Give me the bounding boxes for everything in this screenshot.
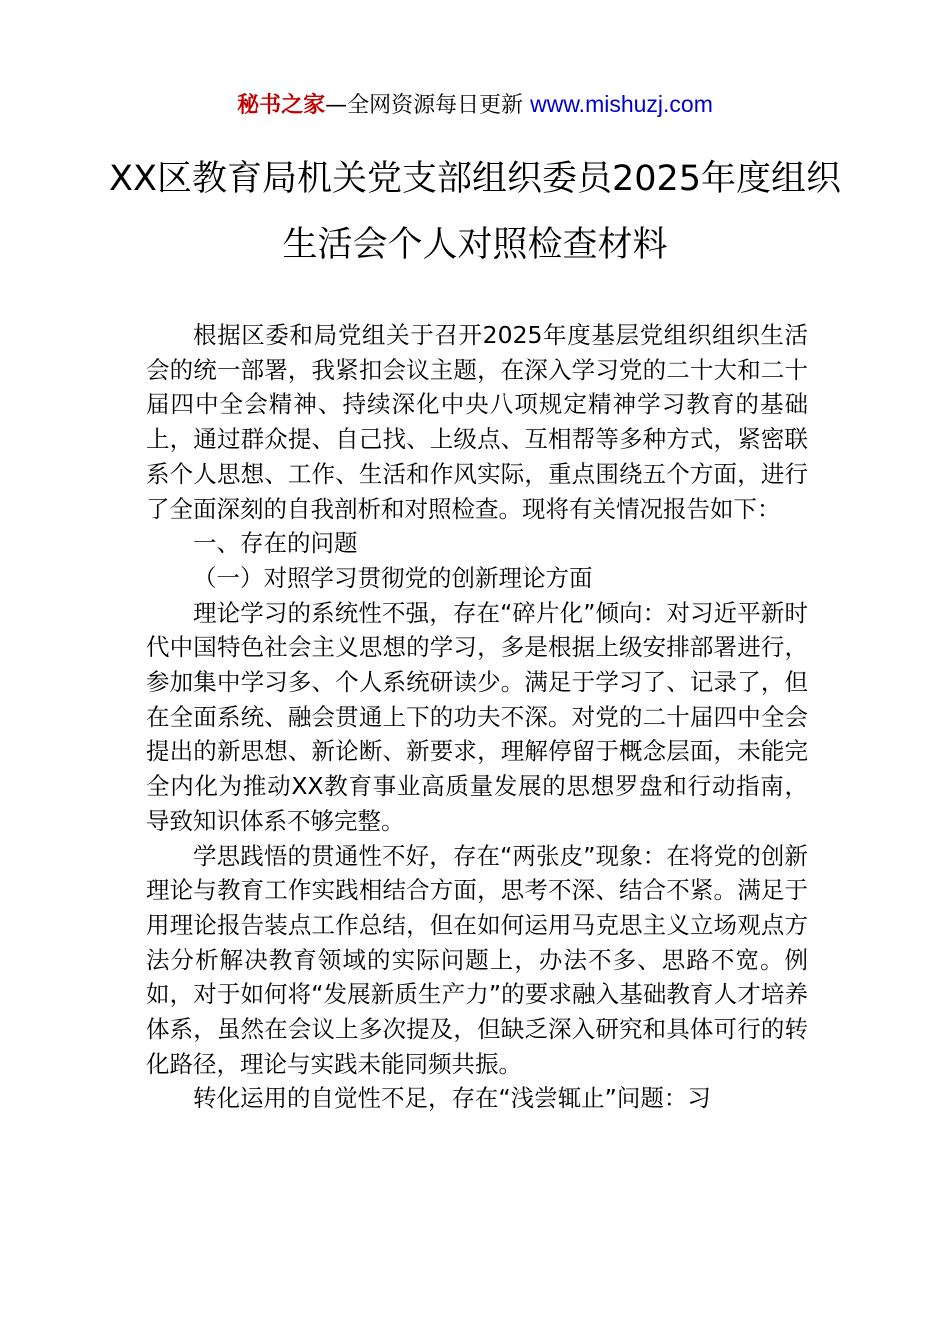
paragraph-intro: 根据区委和局党组关于召开2025年度基层党组织组织生活会的统一部署，我紧扣会议主题，在深入学习党的二十大和二十届四中全会精神、持续深化中央八项规定精神学习教育的基础上，通过群众提、自己找、上级点、互相帮等多种方式，紧密联系个人思想、工作、生活和作风实际，重点围绕五个方面，进行了全面深刻的自我剖析和对照检查。现将有关情况报告如下：: [146, 321, 808, 523]
site-header: [0, 88, 950, 122]
site-url-link[interactable]: www.mishuzj.com: [530, 91, 713, 117]
site-brand: 秘书之家: [237, 93, 326, 118]
paragraph-practice: 学思践悟的贯通性不好，存在“两张皮”现象：在将党的创新理论与教育工作实践相结合方面，思考不深、结合不紧。满足于用理论报告装点工作总结，但在如何运用马克思主义立场观点方法分析解决教育领域的实际问题上，办法不多、思路不宽。例如，对于如何将“发展新质生产力”的要求融入基础教育人才培养体系，虽然在会议上多次提及，但缺乏深入研究和具体可行的转化路径，理论与实践未能同频共振。: [146, 841, 808, 1078]
section-heading: 一、存在的问题: [193, 529, 358, 558]
document-title: XX区教育局机关党支部组织委员2025年度组织生活会个人对照检查材料: [108, 159, 842, 265]
document-body: [146, 318, 808, 1116]
paragraph-theory-study: 理论学习的系统性不强，存在“碎片化”倾向：对习近平新时代中国特色社会主义思想的学习，多是根据上级安排部署进行，参加集中学习多、个人系统研读少。满足于学习了、记录了，但在全面系统、融会贯通上下的功夫不深。对党的二十届四中全会提出的新思想、新论断、新要求，理解停留于概念层面，未能完全内化为推动XX教育事业高质量发展的思想罗盘和行动指南，导致知识体系不够完整。: [146, 598, 808, 835]
site-tagline: —全网资源每日更新: [325, 93, 531, 118]
subsection-heading: （一）对照学习贯彻党的创新理论方面: [193, 563, 593, 592]
paragraph-application: 转化运用的自觉性不足，存在“浅尝辄止”问题：习: [193, 1084, 711, 1113]
